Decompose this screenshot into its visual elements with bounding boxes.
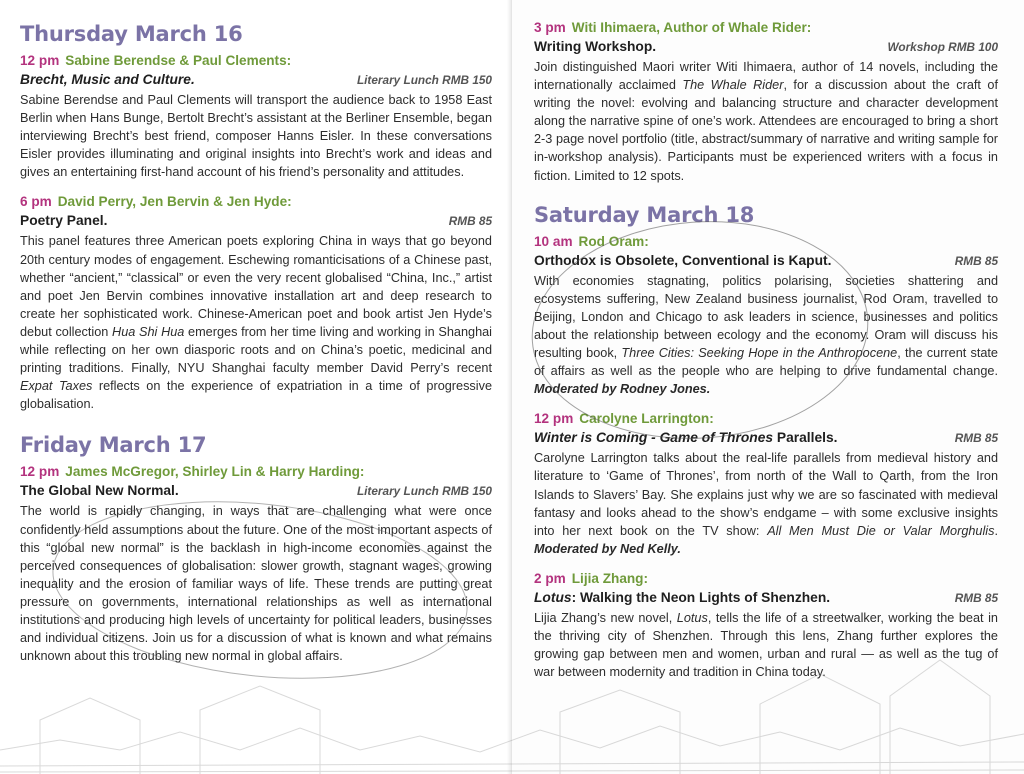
description-text: , the current state of affairs as well as the people who are helping to drive fundamental change. xyxy=(534,346,998,379)
event-time: 3 pm xyxy=(534,20,566,35)
event-time: 12 pm xyxy=(20,464,60,480)
event-header xyxy=(534,20,998,35)
event-title-row xyxy=(20,483,492,498)
book-title: Hua Shi Hua xyxy=(112,324,185,339)
description-text: , for a discussion about the craft of writing the novel: evolving and balancing structure and character development along the narrative spine of one’s work. Attendees are encouraged to bring a short 2-3 page novel portfolio (title, abstract/summary of narrative and writing sample for in-workshop analysis). Participants must be experienced writers with a focus in fiction. Limited to 12 spots. xyxy=(534,78,998,183)
event-saturday-12pm xyxy=(534,411,998,558)
event-speakers: Lijia Zhang: xyxy=(571,570,649,586)
moderator: Moderated by Ned Kelly. xyxy=(534,541,681,556)
event-header xyxy=(534,411,998,426)
book-title: Three Cities: Seeking Hope in the Anthropocene xyxy=(621,346,898,361)
description-text: . xyxy=(994,523,998,538)
event-price: RMB 85 xyxy=(954,253,998,268)
event-price: RMB 85 xyxy=(448,214,492,229)
event-title: Poetry Panel. xyxy=(20,213,108,229)
event-time: 12 pm xyxy=(20,53,60,68)
event-title xyxy=(534,590,830,605)
event-price: Workshop RMB 100 xyxy=(887,40,998,54)
event-title-row xyxy=(534,39,998,54)
day-heading-friday: Friday March 17 xyxy=(20,433,207,458)
event-speakers: David Perry, Jen Bervin & Jen Hyde: xyxy=(57,194,292,210)
event-thursday-12pm xyxy=(20,53,492,181)
book-title: The Whale Rider xyxy=(682,78,784,93)
event-title-row xyxy=(20,213,492,228)
event-header xyxy=(534,571,998,586)
event-title-rest: Parallels. xyxy=(773,430,838,446)
event-friday-3pm xyxy=(534,20,998,185)
event-description xyxy=(534,58,998,185)
event-header xyxy=(534,234,998,249)
event-description xyxy=(20,232,492,413)
event-speakers: Sabine Berendse & Paul Clements: xyxy=(65,53,292,68)
event-speakers: James McGregor, Shirley Lin & Harry Harding: xyxy=(65,464,365,480)
event-title: Brecht, Music and Culture. xyxy=(20,72,195,87)
event-description xyxy=(534,609,998,681)
event-description: The world is rapidly changing, in ways that are challenging what were once confidently held assumptions about the future. One of the most important aspects of this “global new normal” is the backlash in high-income economies against the perceived consequences of globalisation: slower growth, stagnant wages, growing inequality and the erosion of familiar ways of life. These trends are putting great pressure on governments, international relationships as well as international institutions and producing high levels of uncertainty for political leaders, businesses and individual citizens. Join us for a discussion of what is known and what remains unknown about this troubling new normal in global affairs. xyxy=(20,504,492,664)
description-text: Carolyne Larrington talks about the real-life parallels from medieval history and literature to ‘Game of Thrones’, from north of the Wall to Qarth, from the Iron Islands to Slavers’ Bay. She explains just why we are so fascinated with medieval fantasy and looks ahead to the show’s endgame – with some exclusive insights into her next book on the TV show: xyxy=(534,451,998,538)
event-title xyxy=(534,430,837,445)
event-speakers: Carolyne Larrington: xyxy=(579,411,714,427)
right-page xyxy=(512,0,1024,774)
event-header xyxy=(20,194,492,209)
event-time: 12 pm xyxy=(534,411,574,427)
event-speakers: Rod Oram: xyxy=(578,233,649,249)
event-description xyxy=(534,449,998,558)
event-saturday-2pm xyxy=(534,571,998,681)
event-price: Literary Lunch RMB 150 xyxy=(356,73,492,87)
event-friday-12pm xyxy=(20,464,492,665)
day-heading-thursday: Thursday March 16 xyxy=(20,22,243,46)
event-saturday-10am xyxy=(534,234,998,399)
book-title: Expat Taxes xyxy=(20,379,93,394)
event-price: RMB 85 xyxy=(954,431,998,446)
event-speakers: Witi Ihimaera, Author of Whale Rider: xyxy=(571,20,812,35)
event-header xyxy=(20,53,492,68)
event-title-row xyxy=(534,590,998,605)
description-text: Lijia Zhang’s new novel, xyxy=(534,610,677,625)
event-description xyxy=(534,272,998,399)
event-title: Orthodox is Obsolete, Conventional is Kaput. xyxy=(534,252,832,268)
event-description: Sabine Berendse and Paul Clements will transport the audience back to 1958 East Berlin when Hans Bunge, Bertolt Brecht’s assistant at the Berliner Ensemble, began interviewing Brecht’s best friend, composer Hanns Eisler. In these conversations Eisler provides illuminating and original insights into Brecht’s work and ideas and gives an entertaining first-hand account of his friend’s personality and attitudes. xyxy=(20,93,492,180)
description-text: This panel features three American poets exploring China in ways that go beyond 20th century modes of engagement. Eschewing romanticisations of a Chinese past, whether “ancient,” “classical” or even the very recent globalised “China, Inc.,” artist and poet Jen Bervin combines innovative installation art and deep research to create her sophisticated work. Chinese-American poet and book artist Jen Hyde’s debut collection xyxy=(20,234,492,339)
event-title-italic: Lotus xyxy=(534,589,572,605)
description-text: reflects on the experience of expatriation in a time of progressive globalisation. xyxy=(20,379,492,412)
book-title: All Men Must Die or Valar Morghulis xyxy=(767,523,995,538)
event-title-rest: : Walking the Neon Lights of Shenzhen. xyxy=(571,589,831,605)
event-title-row xyxy=(534,253,998,268)
event-time: 2 pm xyxy=(534,570,566,586)
description-text: emerges from her time living and working in Shanghai while reflecting on her own diasporic roots and on China’s poetic, medicinal and printing traditions. Finally, NYU Shanghai faculty member David Perry’s recent xyxy=(20,324,492,376)
event-header xyxy=(20,464,492,479)
event-time: 6 pm xyxy=(20,194,52,210)
event-title-italic: Winter is Coming - Game of Thrones xyxy=(534,430,774,446)
event-time: 10 am xyxy=(534,233,573,249)
event-title-row xyxy=(534,430,998,445)
book-title: Lotus xyxy=(676,610,708,625)
event-price: Literary Lunch RMB 150 xyxy=(356,484,492,499)
description-text: , tells the life of a streetwalker, working the beat in the thriving city of Shenzhen. Through this lens, Zhang further explores the growing gap between men and women, urban and rural — as well as the tug of war between modernity and tradition in China today. xyxy=(534,610,998,680)
description-text: Join distinguished Maori writer Witi Ihimaera, author of 14 novels, including the internationally acclaimed xyxy=(534,60,998,93)
day-heading-saturday: Saturday March 18 xyxy=(534,202,755,227)
moderator: Moderated by Rodney Jones. xyxy=(534,382,711,397)
event-title-row xyxy=(20,72,492,87)
event-price: RMB 85 xyxy=(954,590,998,605)
event-thursday-6pm xyxy=(20,194,492,413)
event-title: Writing Workshop. xyxy=(534,39,657,54)
description-text: With economies stagnating, politics polarising, societies shattering and ecosystems suffering, New Zealand business journalist, Rod Oram, travelled to Beijing, London and Chicago to ask leaders in science, businesses and politics about the relationship between ecology and the economy. Oram will discuss his resulting book, xyxy=(534,273,998,361)
event-title: The Global New Normal. xyxy=(20,483,179,499)
